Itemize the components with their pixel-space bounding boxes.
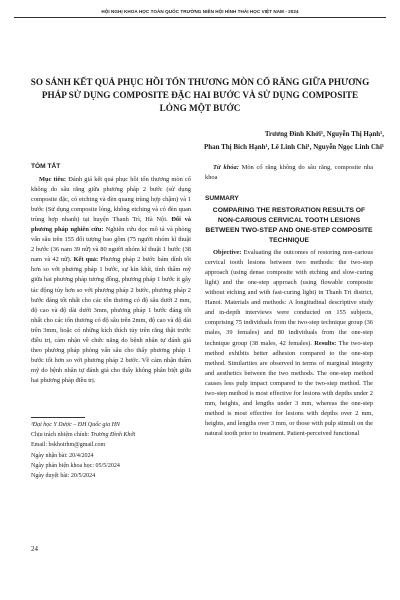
author-email: Email: bskhoirhm@gmail.com [31,442,106,449]
keywords-label: Từ khóa: [213,164,239,171]
abstract-heading: TÓM TẮT [31,163,61,170]
summary-heading: SUMMARY [205,195,239,203]
date-received: Ngày nhận bài: 20/4/2024 [31,452,94,459]
authors-line-2: Phan Thị Bích Hạnh¹, Lê Linh Chi¹, Nguyễn Ngọc Linh Chi¹ [203,142,384,151]
results-text-en: The two-step method exhibits better adhesion compared to the one-step method. Similarities are observed in terms of marginal integrity and aesthetics between the two methods. The one-step method causes less pulp impact compared to the two-step method. The two-step method is most effective for lesions with depths under 2 mm, heights, and lengths under 3 mm, whereas the one-step method is most effective for lesions with depths over 2 mm, heights, and lengths over 3 mm, or those with pulp stimuli on the natural tooth prior to treatment. Patient-perceived functional [205,339,373,437]
keywords-text: Mòn cổ răng không do sâu răng, composite nha khoa [205,164,373,182]
journal-header: HỘI NGHỊ KHOA HỌC TOÀN QUỐC TRƯỜNG NIÊN HỘI HÌNH THÁI HỌC VIỆT NAM - 2024 [101,9,299,14]
responsible-label: Chịu trách nhiệm chính: [31,432,91,439]
left-column [31,163,191,386]
responsible-author [31,430,191,440]
date-reviewed: Ngày phản biện khoa học: 05/5/2024 [31,462,120,469]
results-label-vi: Kết quả: [73,256,99,264]
page-number: 24 [31,545,38,553]
header-rule [14,17,386,18]
abstract-vi-body [31,175,191,386]
author-list [54,128,384,153]
results-label-en: Results: [314,339,337,347]
keywords-vi [205,163,373,183]
article-title-vi: SO SÁNH KẾT QUẢ PHỤC HỒI TỔN THƯƠNG MÒN CỔ RĂNG GIỮA PHƯƠNG PHÁP SỬ DỤNG COMPOSITE ĐẶC HAI BƯỚC VÀ SỬ DỤNG COMPOSITE LỎNG MỘT BƯỚC [30,77,370,113]
right-column [205,163,373,439]
affiliation-note: ¹Đại học Y Dược – ĐH Quốc gia HN [31,422,120,428]
responsible-name: Trương Đình Khởi [90,432,136,439]
objective-text-vi: Đánh giá kết quả phục hồi tổn thương mòn cổ không do sâu răng giữa phương pháp 2 bước (sử dụng composite đặc, có etching và đèn quang trùng hợp chậm) và 1 bước (Sử dụng composite lỏng, không etching và có đèn quan trùng hợp nhanh) tại huyện Thanh Trì, Hà Nội. [31,176,191,224]
results-text-vi: Phương pháp 2 bước bám dính tốt hơn so với phương pháp 1 bước, sự kín khít, tính thẩm mỹ giữa hai phương pháp tương đồng, phương pháp 1 bước ít gây tác động tủy hơn so với phương pháp 2 bước, phương pháp 2 bước đáng tốt nhất cho các tổn thương có độ sâu dưới 2 mm, độ cao và độ dài dưới 3mm, phương pháp 1 bước đáng tốt nhất cho các tổn thương có độ sâu trên 2mm, độ cao và độ dài trên 3mm, hoặc có những kích thích tủy trên răng thật trước điều trị, cảm nhận về chức năng do bệnh nhân tự đánh giá theo phương pháp phỏng vấn sâu cho thấy phương pháp 1 bước tốt hơn so với phương pháp 2 bước. Về cảm nhận thẩm mỹ do bệnh nhân tự đánh giá cho thấy không phân biệt giữa hai phương pháp điều trị. [31,256,192,384]
methods-text-vi: Nghiên cứu dọc mô tả và phỏng vấn sâu trên 155 đối tượng bao gồm (75 người nhóm kĩ thuật 2 bước (36 nam 39 nữ) và 80 người nhóm kĩ thuật 1 bước (38 nam và 42 nữ). [31,226,191,264]
objective-text-en: Evaluating the outcomes of restoring non-carious cervical tooth lesions between two methods: the two-step approach (using dense composite with etching and slow-curing light) and the one-step approach (using flowable composite without etching and with fast-curing light) in Thanh Tri district, Hanoi. Materials and methods: A longitudinal descriptive study and in-depth interviews were conducted on 155 subjects, comprising 75 individuals from the two-step technique group (36 males, 39 females) and 80 individuals from the one-step technique group (38 males, 42 females). [205,249,373,347]
footnotes [31,420,191,481]
objective-label-en: Objective: [213,249,242,257]
footnote-rule [31,417,85,418]
article-title-en: COMPARING THE RESTORATION RESULTS OF NON-CARIOUS CERVICAL TOOTH LESIONS BETWEEN TWO-STEP AND ONE-STEP COMPOSITE TECHNIQUE [205,207,373,245]
date-accepted: Ngày duyệt bài: 20/5/2024 [31,473,96,480]
methods-label-vi: Đối và phương pháp nghiên cứu: [31,216,191,234]
authors-line-1: Trương Đình Khởi¹, Nguyễn Thị Hạnh¹, [264,130,384,138]
summary-en-body [205,248,373,439]
objective-label-vi: Mục tiêu: [39,176,67,183]
